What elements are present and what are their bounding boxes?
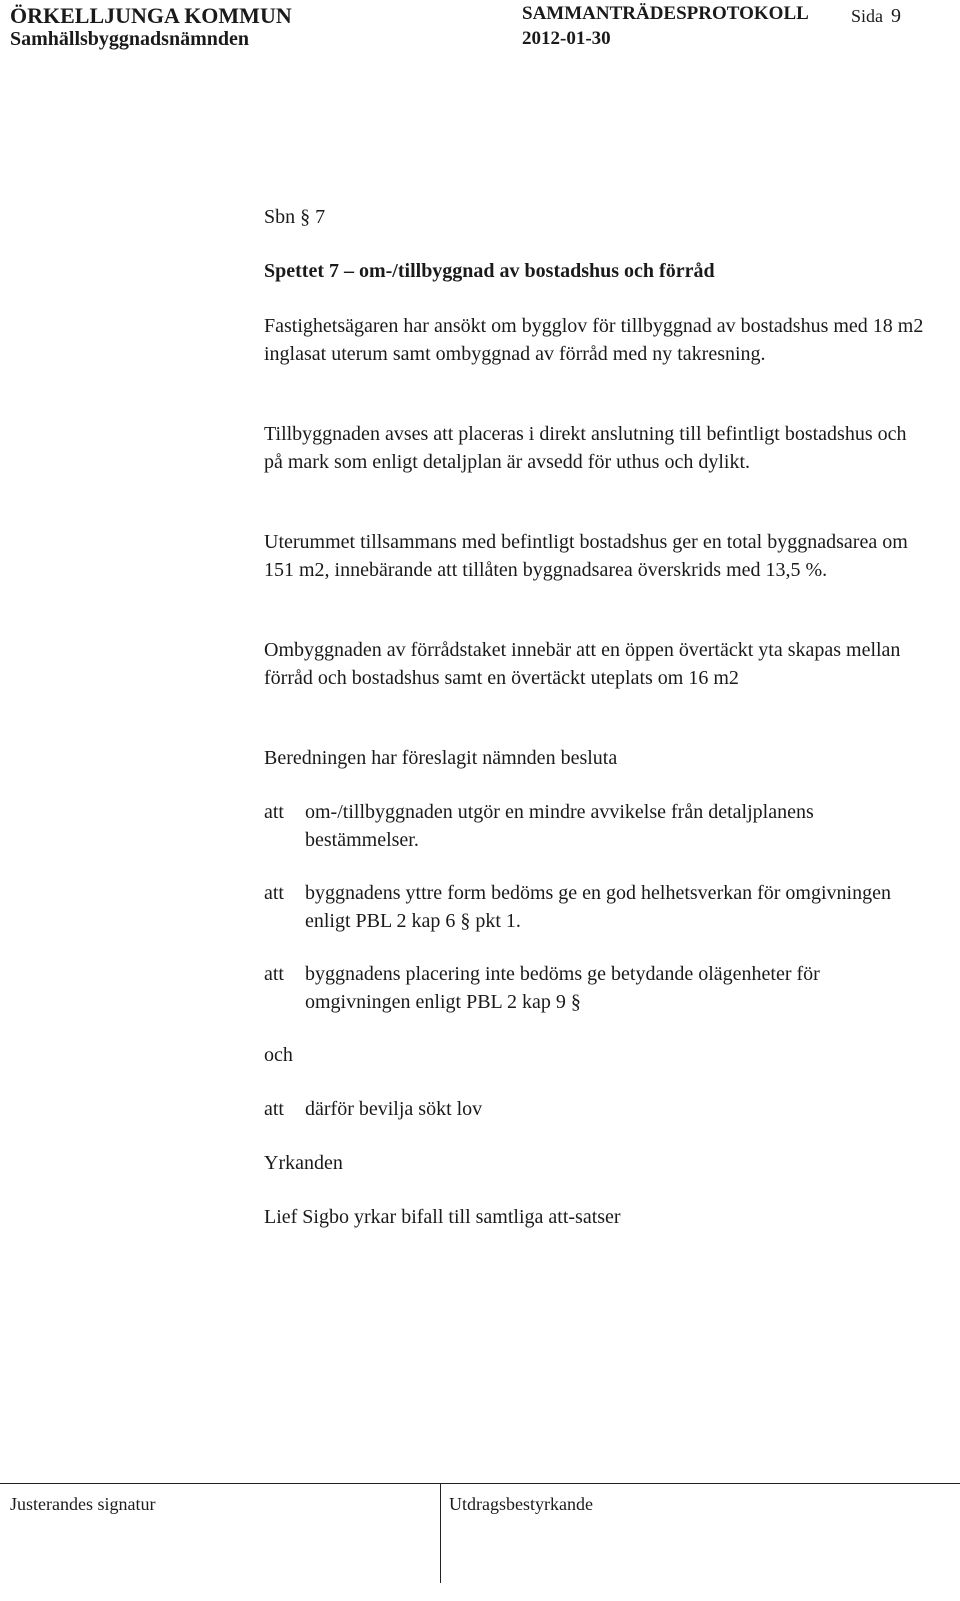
footer-divider [440,1483,441,1583]
paragraph-storage-rebuild: Ombyggnaden av förrådstaket innebär att en öppen övertäckt yta skapas mellan förråd och bostadshus samt en övertäckt uteplats om 16 m2 [264,639,901,689]
decision-clause [264,1095,924,1123]
protocol-title: SAMMANTRÄDESPROTOKOLL [522,3,809,24]
section-number: Sbn § 7 [264,206,326,228]
motion-text: Lief Sigbo yrkar bifall till samtliga att-satser [264,1206,621,1228]
section-title: Spettet 7 – om-/tillbyggnad av bostadshus och förråd [264,260,715,282]
att-clause [264,960,924,1016]
page-number: 9 [891,5,902,27]
att-label: att [264,1098,284,1120]
adjuster-signature-label: Justerandes signatur [10,1494,156,1514]
decision-text: därför bevilja sökt lov [305,1098,483,1120]
paragraph-area: Uterummet tillsammans med befintligt bostadshus ger en total byggnadsarea om 151 m2, innebärande att tillåten byggnadsarea överskrids med 13,5 %. [264,531,908,581]
att-label: att [264,882,284,904]
proposal-intro: Beredningen har föreslagit nämnden besluta [264,747,618,769]
paragraph-placement: Tillbyggnaden avses att placeras i direkt anslutning till befintligt bostadshus och på mark som enligt detaljplan är avsedd för uthus och dylikt. [264,423,907,473]
organization-name: ÖRKELLJUNGA KOMMUN [10,3,292,28]
footer-rule [0,1483,960,1484]
att-clause [264,879,924,935]
att-label: att [264,963,284,985]
page-label: Sida [851,6,884,26]
committee-name: Samhällsbyggnadsnämnden [10,28,249,50]
att-clause [264,798,924,854]
extract-certification-label: Utdragsbestyrkande [449,1494,593,1514]
meeting-date: 2012-01-30 [522,28,611,49]
att-text: byggnadens yttre form bedöms ge en god helhetsverkan för omgivningen enligt PBL 2 kap 6 § pkt 1. [305,882,891,932]
att-text: byggnadens placering inte bedöms ge betydande olägenheter för omgivningen enligt PBL 2 kap 9 § [305,963,820,1013]
motions-heading: Yrkanden [264,1152,343,1174]
att-label: att [264,801,284,823]
page-indicator [851,5,901,28]
att-text: om-/tillbyggnaden utgör en mindre avvikelse från detaljplanens bestämmelser. [305,801,814,851]
paragraph-application: Fastighetsägaren har ansökt om bygglov för tillbyggnad av bostadshus med 18 m2 inglasat uterum samt ombyggnad av förråd med ny takresning. [264,315,924,365]
conjunction: och [264,1044,293,1066]
